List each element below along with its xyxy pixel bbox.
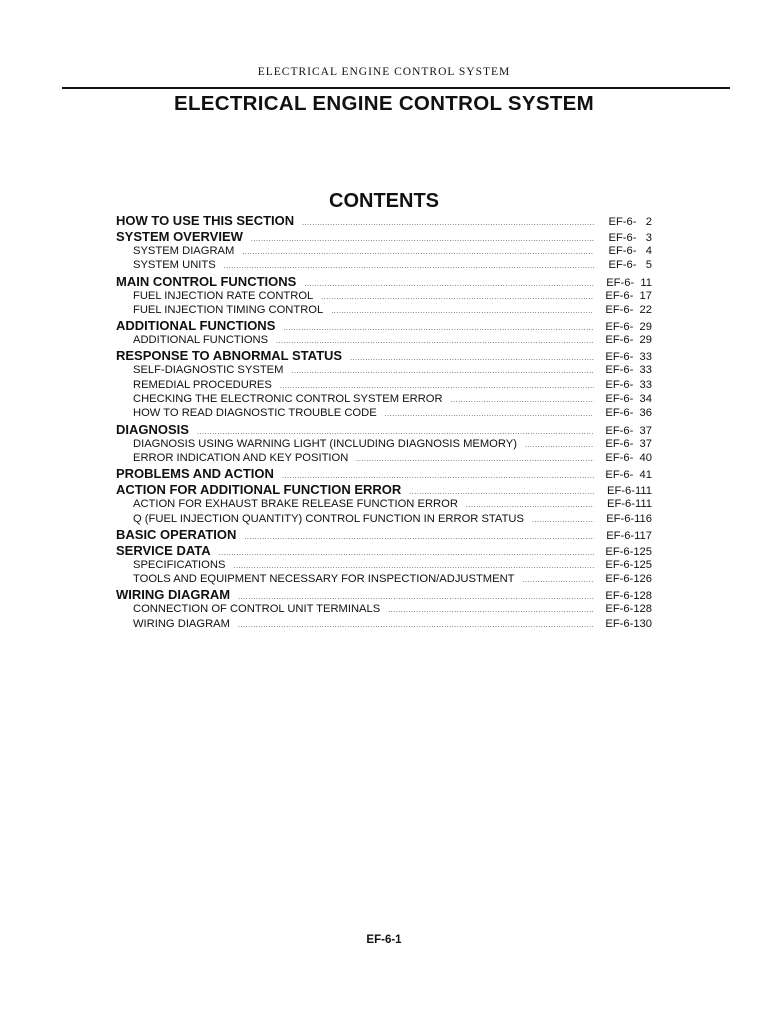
toc-entry-title: HOW TO USE THIS SECTION — [116, 213, 295, 228]
running-header: ELECTRICAL ENGINE CONTROL SYSTEM — [257, 66, 511, 78]
toc-section-entry[interactable] — [116, 466, 652, 482]
page-title: ELECTRICAL ENGINE CONTROL SYSTEM — [173, 92, 594, 115]
toc-page-reference: EF-6- 34 — [605, 393, 652, 406]
toc-entry-title: HOW TO READ DIAGNOSTIC TROUBLE CODE — [133, 407, 377, 420]
toc-entry-title: CHECKING THE ELECTRONIC CONTROL SYSTEM ERROR — [133, 393, 443, 406]
dot-leader — [233, 563, 594, 570]
dot-leader — [409, 489, 594, 496]
toc-entry-title: ADDITIONAL FUNCTIONS — [133, 334, 269, 347]
toc-subsection-entry[interactable] — [116, 618, 652, 632]
dot-leader — [350, 355, 594, 362]
toc-page-reference: EF-6- 22 — [605, 303, 652, 316]
dot-leader — [283, 325, 594, 332]
toc-page-reference: EF-6- 33 — [605, 351, 652, 364]
toc-subsection-entry[interactable] — [116, 334, 652, 348]
dot-leader — [238, 622, 594, 629]
dot-leader — [331, 308, 594, 315]
toc-entry-title: TOOLS AND EQUIPMENT NECESSARY FOR INSPECTION/ADJUSTMENT — [133, 573, 515, 586]
dot-leader — [525, 442, 594, 449]
toc-page-reference: EF-6- 36 — [605, 407, 652, 420]
contents-heading: CONTENTS — [329, 190, 439, 212]
toc-section-entry[interactable] — [116, 274, 652, 290]
toc-subsection-entry[interactable] — [116, 498, 652, 512]
toc-entry-title: RESPONSE TO ABNORMAL STATUS — [116, 348, 343, 364]
toc-section-entry[interactable] — [116, 527, 652, 543]
dot-leader — [451, 397, 594, 404]
dot-leader — [224, 263, 594, 270]
toc-section-entry[interactable] — [116, 543, 652, 559]
toc-subsection-entry[interactable] — [116, 452, 652, 466]
toc-subsection-entry[interactable] — [116, 393, 652, 407]
toc-subsection-entry[interactable] — [116, 364, 652, 378]
toc-entry-title: FUEL INJECTION RATE CONTROL — [133, 289, 314, 302]
toc-entry-title: ERROR INDICATION AND KEY POSITION — [133, 451, 349, 464]
toc-page-reference: EF-6- 2 — [608, 216, 652, 228]
toc-page-reference: EF-6- 4 — [608, 245, 652, 257]
toc-subsection-entry[interactable] — [116, 259, 652, 273]
toc-page-reference: EF-6-130 — [605, 617, 652, 630]
table-of-contents — [116, 213, 652, 632]
toc-section-entry[interactable] — [116, 587, 652, 603]
toc-subsection-entry[interactable] — [116, 573, 652, 587]
toc-page-reference: EF-6- 11 — [606, 276, 652, 289]
toc-entry-title: DIAGNOSIS USING WARNING LIGHT (INCLUDING DIAGNOSIS MEMORY) — [133, 437, 517, 450]
dot-leader — [321, 294, 594, 301]
toc-page-reference: EF-6- 37 — [605, 437, 652, 450]
toc-entry-title: WIRING DIAGRAM — [116, 587, 231, 603]
toc-entry-title: PROBLEMS AND ACTION — [116, 466, 274, 482]
toc-subsection-entry[interactable] — [116, 513, 652, 527]
toc-page-reference: EF-6- 3 — [608, 232, 652, 244]
dot-leader — [388, 607, 594, 614]
dot-leader — [242, 249, 594, 256]
toc-section-entry[interactable] — [116, 213, 652, 229]
dot-leader — [251, 236, 594, 243]
toc-page-reference: EF-6- 37 — [605, 424, 652, 437]
toc-subsection-entry[interactable] — [116, 603, 652, 617]
toc-subsection-entry[interactable] — [116, 407, 652, 421]
toc-entry-title: MAIN CONTROL FUNCTIONS — [116, 273, 297, 289]
toc-page-reference: EF-6-125 — [605, 545, 652, 558]
toc-entry-title: CONNECTION OF CONTROL UNIT TERMINALS — [133, 603, 381, 616]
dot-leader — [532, 517, 594, 524]
toc-subsection-entry[interactable] — [116, 304, 652, 318]
toc-section-entry[interactable] — [116, 422, 652, 438]
toc-entry-title: SPECIFICATIONS — [133, 558, 226, 571]
toc-subsection-entry[interactable] — [116, 559, 652, 573]
page-number: EF-6-1 — [366, 934, 402, 946]
toc-entry-title: BASIC OPERATION — [116, 526, 237, 542]
dot-leader — [244, 534, 594, 541]
toc-entry-title: SYSTEM UNITS — [133, 259, 216, 272]
header-rule — [62, 87, 730, 89]
toc-section-entry[interactable] — [116, 229, 652, 245]
dot-leader — [282, 473, 594, 480]
toc-entry-title: FUEL INJECTION TIMING CONTROL — [133, 303, 324, 316]
toc-entry-title: Q (FUEL INJECTION QUANTITY) CONTROL FUNCTION IN ERROR STATUS — [133, 512, 524, 525]
toc-page-reference: EF-6-111 — [607, 485, 652, 498]
toc-page-reference: EF-6-111 — [607, 498, 652, 511]
toc-section-entry[interactable] — [116, 482, 652, 498]
dot-leader — [302, 220, 594, 227]
dot-leader — [238, 594, 594, 601]
toc-page-reference: EF-6- 33 — [605, 364, 652, 377]
toc-entry-title: ACTION FOR ADDITIONAL FUNCTION ERROR — [116, 482, 402, 498]
dot-leader — [291, 368, 594, 375]
toc-page-reference: EF-6- 5 — [608, 259, 652, 272]
toc-page-reference: EF-6-128 — [605, 603, 652, 616]
dot-leader — [219, 550, 594, 557]
dot-leader — [197, 429, 594, 436]
toc-entry-title: SYSTEM DIAGRAM — [133, 245, 235, 257]
toc-entry-title: SERVICE DATA — [116, 542, 211, 558]
toc-subsection-entry[interactable] — [116, 379, 652, 393]
dot-leader — [466, 502, 594, 509]
toc-page-reference: EF-6-126 — [605, 573, 652, 586]
toc-page-reference: EF-6- 29 — [605, 321, 652, 334]
toc-page-reference: EF-6- 17 — [605, 289, 652, 302]
toc-entry-title: REMEDIAL PROCEDURES — [133, 378, 272, 391]
toc-page-reference: EF-6-117 — [606, 529, 652, 542]
toc-page-reference: EF-6- 41 — [605, 469, 652, 482]
toc-entry-title: SYSTEM OVERVIEW — [116, 229, 243, 244]
toc-page-reference: EF-6-128 — [605, 590, 652, 603]
toc-page-reference: EF-6-116 — [606, 512, 652, 525]
toc-subsection-entry[interactable] — [116, 438, 652, 452]
dot-leader — [304, 281, 594, 288]
dot-leader — [385, 411, 594, 418]
toc-section-entry[interactable] — [116, 318, 652, 334]
dot-leader — [522, 577, 594, 584]
toc-entry-title: WIRING DIAGRAM — [133, 617, 230, 630]
dot-leader — [276, 338, 594, 345]
toc-entry-title: ADDITIONAL FUNCTIONS — [116, 318, 276, 334]
toc-entry-title: ACTION FOR EXHAUST BRAKE RELEASE FUNCTION ERROR — [133, 498, 458, 511]
toc-subsection-entry[interactable] — [116, 290, 652, 304]
toc-page-reference: EF-6- 40 — [605, 451, 652, 464]
toc-entry-title: SELF-DIAGNOSTIC SYSTEM — [133, 364, 284, 377]
toc-entry-title: DIAGNOSIS — [116, 421, 189, 437]
toc-page-reference: EF-6- 29 — [605, 334, 652, 347]
dot-leader — [356, 456, 594, 463]
toc-page-reference: EF-6- 33 — [605, 378, 652, 391]
toc-page-reference: EF-6-125 — [605, 558, 652, 571]
dot-leader — [280, 383, 594, 390]
toc-section-entry[interactable] — [116, 348, 652, 364]
toc-subsection-entry[interactable] — [116, 245, 652, 259]
